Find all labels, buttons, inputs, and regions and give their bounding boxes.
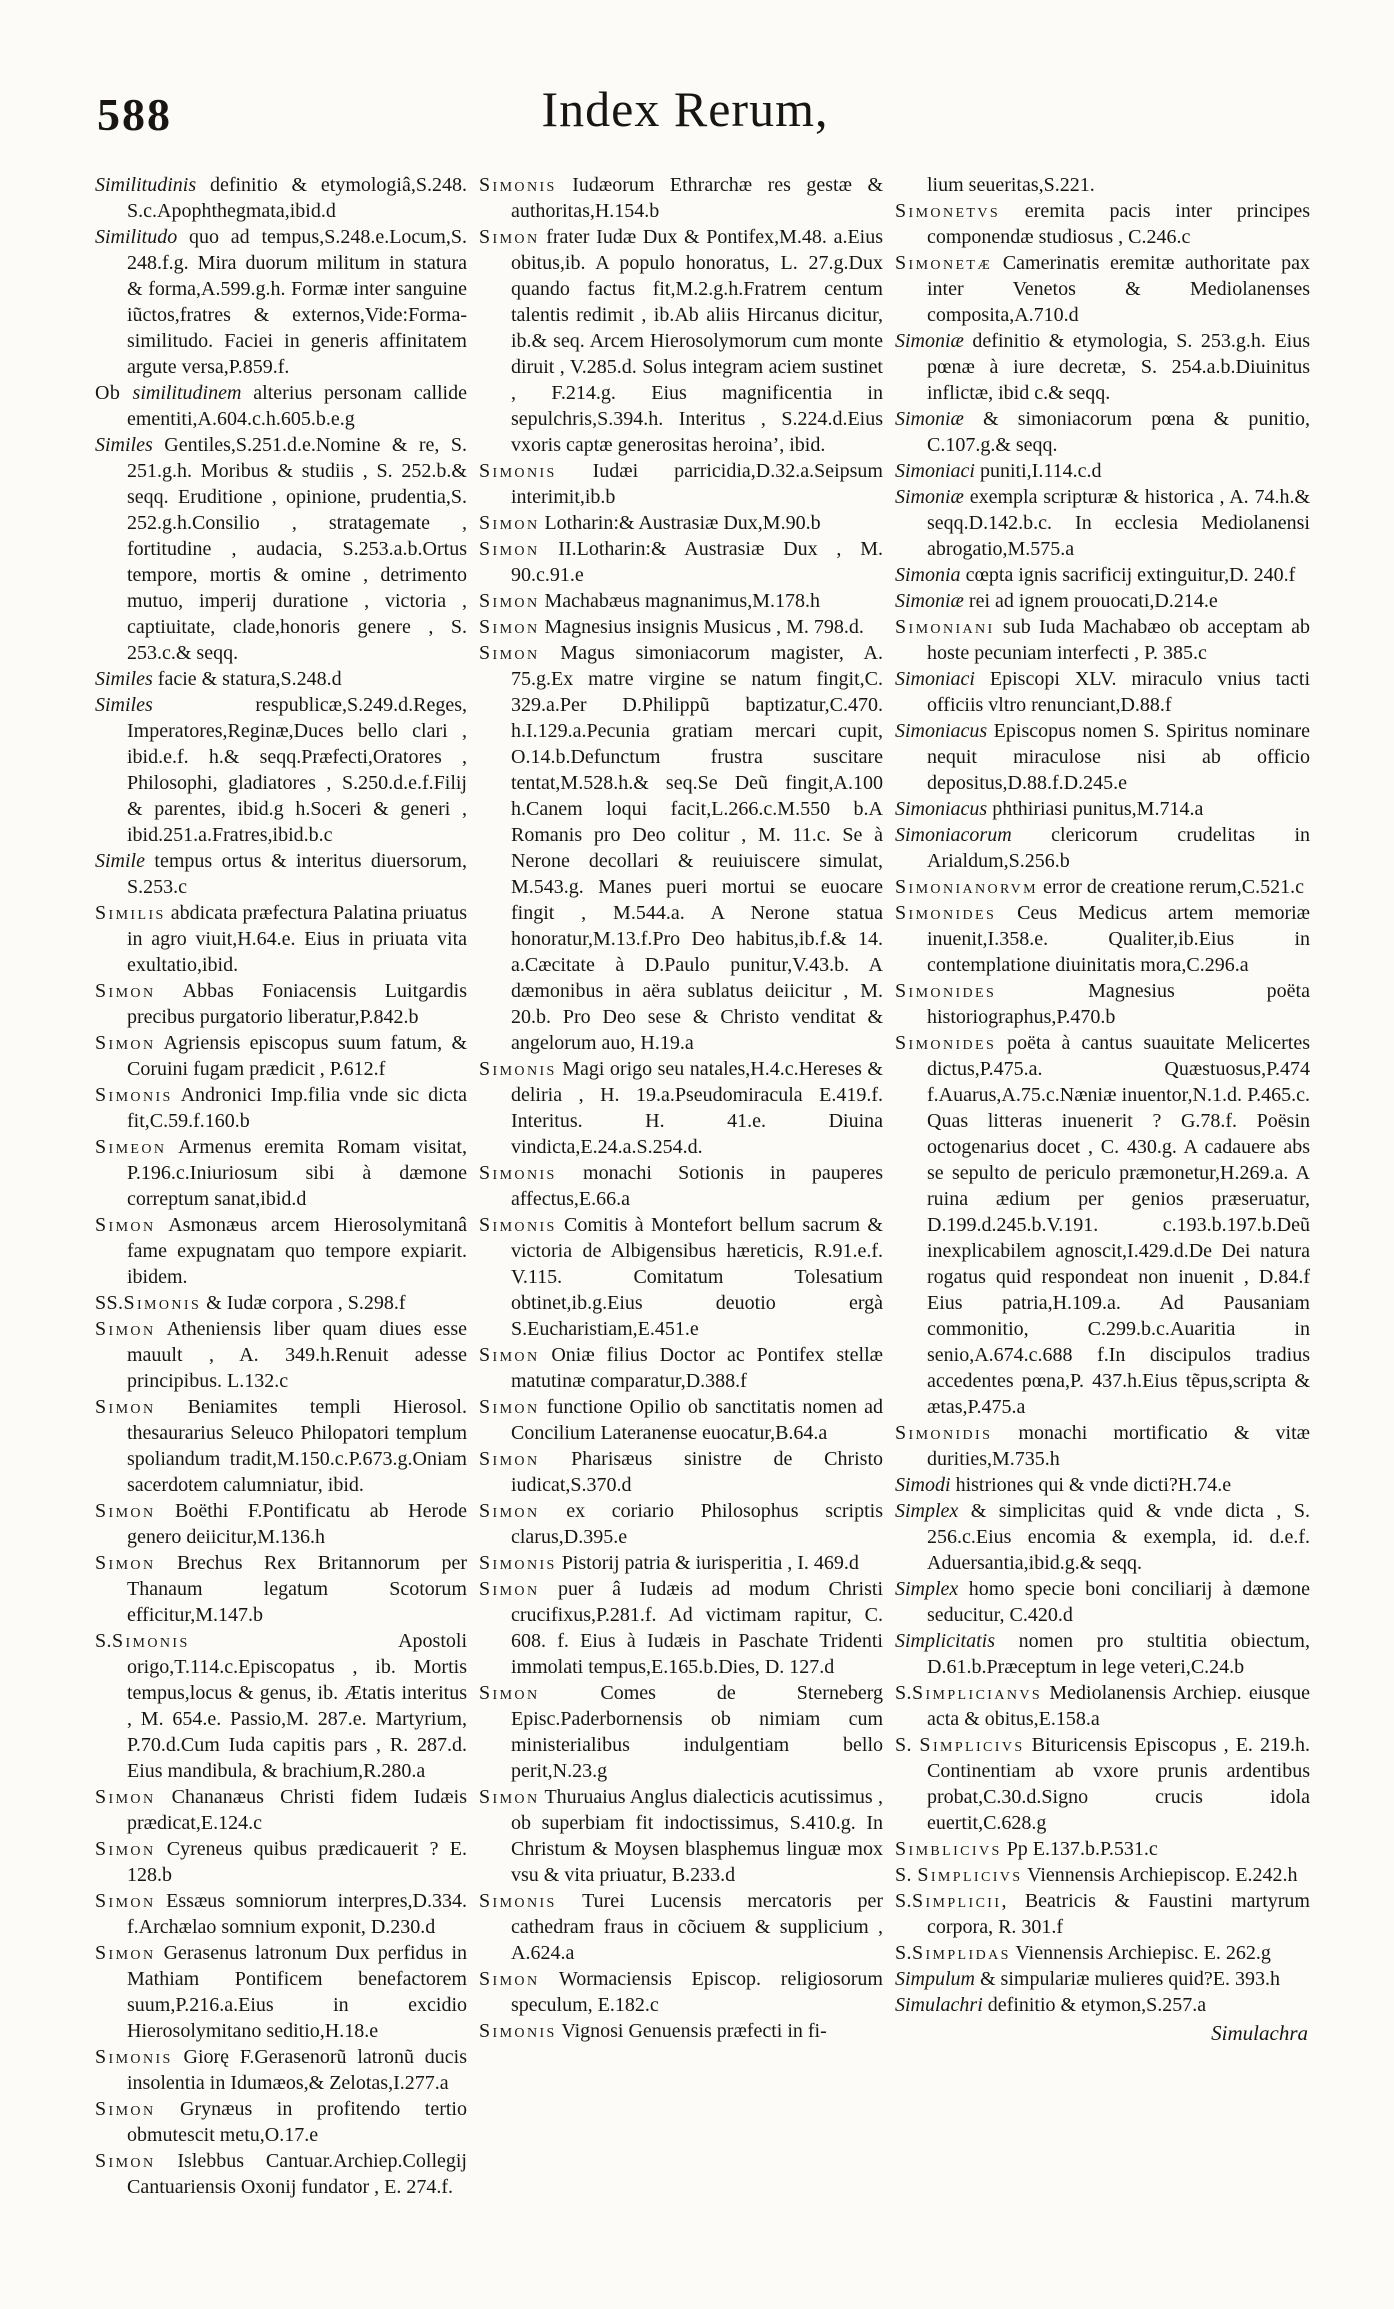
entry-headword: Similitudo (95, 226, 178, 248)
entry-text: Chananæus Christi fidem Iudæis prædicat,E.124.c (127, 1786, 467, 1834)
entry-text: Comitis à Montefort bellum sacrum & victoria de Albigensibus hæreticis, R.91.e.f. V.115. Comitatum Tolesatium obtinet,ib.g.Eius deuotio ergà S.Eucharistiam,E.451.e (511, 1214, 883, 1340)
page-title: Index Rerum, (541, 81, 829, 137)
index-entry (479, 1680, 883, 1784)
index-entry (95, 692, 467, 848)
entry-text: exempla scripturæ & historica , A. 74.h.& seqq.D.142.b.c. In ecclesia Mediolanensi abrogatio,M.575.a (927, 486, 1310, 560)
index-entry (895, 1888, 1310, 1940)
entry-text: & simoniacorum pœna & punitio, C.107.g.& seqq. (927, 408, 1310, 456)
entry-headword: Simplex (895, 1500, 959, 1522)
index-entry (895, 614, 1310, 666)
entry-headword: Simonis (479, 2020, 557, 2042)
index-entry (95, 666, 467, 692)
entry-headword: Simoniani (895, 616, 995, 638)
index-entry (895, 250, 1310, 328)
entry-text: Islebbus Cantuar.Archiep.Collegij Cantuariensis Oxonij fundator , E. 274.f. (127, 2150, 467, 2198)
index-entry (479, 614, 883, 640)
entry-text: quo ad tempus,S.248.e.Locum,S. 248.f.g. Mira duorum militum in statura & forma,A.599.g.h. Formæ inter sanguine iũctos,fratres & externos,Vide:Forma-similitudo. Faciei in generis affinitatem argute versa,P.859.f. (127, 226, 467, 378)
entry-text: Magnesius poëta historiographus,P.470.b (927, 980, 1310, 1028)
index-entry (95, 1836, 467, 1888)
index-entry (479, 536, 883, 588)
index-column-1 (95, 172, 467, 2279)
index-entry (479, 1784, 883, 1888)
index-entry (95, 1940, 467, 2044)
entry-headword: Simon (479, 1448, 540, 1470)
entry-text: Episcopi XLV. miraculo vnius tacti officiis vltro renunciant,D.88.f (927, 668, 1310, 716)
entry-text: Armenus eremita Romam visitat, P.196.c.Iniuriosum sibi à dæmone correptum sanat,ibid.d (127, 1136, 467, 1210)
index-entry (895, 874, 1310, 900)
entry-text: definitio & etymologiâ,S.248. S.c.Apophthegmata,ibid.d (127, 174, 467, 222)
index-entry (895, 198, 1310, 250)
entry-text: & simplicitas quid & vnde dicta , S. 256.c.Eius encomia & exempla, id. d.e.f. Aduersantia,ibid.g.& seqq. (927, 1500, 1310, 1574)
entry-headword: Simon (479, 1500, 540, 1522)
entry-text: Magi origo seu natales,H.4.c.Hereses & deliria , H. 19.a.Pseudomiracula E.419.f. Interitus. H. 41.e. Diuina vindicta,E.24.a.S.254.d. (511, 1058, 883, 1158)
entry-text: error de creatione rerum,C.521.c (1038, 876, 1305, 898)
entry-text: puniti,I.114.c.d (975, 460, 1102, 482)
entry-text: & Iudæ corpora , S.298.f (201, 1292, 406, 1314)
index-entry (95, 848, 467, 900)
entry-text: Essæus somniorum interpres,D.334. f.Archælao somnium exponit, D.230.d (127, 1890, 467, 1938)
index-entry (895, 484, 1310, 562)
index-entry (479, 224, 883, 458)
entry-text: Oniæ filius Doctor ac Pontifex stellæ matutinæ comparatur,D.388.f (511, 1344, 883, 1392)
entry-headword: Simonidis (895, 1422, 993, 1444)
entry-headword: Simon (479, 1968, 540, 1990)
entry-text: poëta à cantus suauitate Melicertes dictus,P.475.a. Quæstuosus,P.474 f.Auarus,A.75.c.Næniæ inuentor,N.1.d. P.465.c. Quas litteras inuenerit ? G.78.f. Poësin octogenarius docet , C. 430.g. A cadauere abs se sepulto de periculo præmonetur,H.269.a. A ruina ædium per genios præseruatur, D.199.d.245.b.V.191. c.193.b.197.b.Deũ inexplicabilem agnoscit,I.429.d.De Dei natura rogatus quid respondeat non inuenit , D.84.f Eius patria,H.109.a. Ad Pausaniam commonitio, C.299.b.c.Auaritia in senio,A.674.c.688 f.In discipulos tradius accedentes pœna,P. 437.h.Eius tẽpus,scripta & ætas,P.475.a (927, 1032, 1310, 1418)
entry-headword: Similes (95, 694, 153, 716)
entry-headword: Simon (95, 1786, 156, 1808)
entry-headword: Simon (95, 1214, 156, 1236)
entry-headword: similitudinem (132, 382, 242, 404)
entry-headword: Simon (95, 1032, 156, 1054)
entry-headword: Simon (95, 1838, 156, 1860)
entry-text: alterius personam callide ementiti,A.604.c.h.605.b.e.g (127, 382, 467, 430)
index-entry (895, 562, 1310, 588)
index-entry (479, 172, 883, 224)
index-entry (479, 1446, 883, 1498)
entry-text: monachi Sotionis in pauperes affectus,E.66.a (511, 1162, 883, 1210)
entry-headword: Simonis (479, 1552, 557, 1574)
index-entry (479, 1160, 883, 1212)
index-entry (895, 1940, 1310, 1966)
entry-headword: Simoniæ (895, 590, 964, 612)
entry-text: definitio & etymologia, S. 253.g.h. Eius pœnæ à iure decretæ, S. 254.a.b.Diuinitus inflictæ, ibid c.& seqq. (927, 330, 1310, 404)
index-entry (895, 1992, 1310, 2018)
entry-text: frater Iudæ Dux & Pontifex,M.48. a.Eius obitus,ib. A populo honoratus, L. 27.g.Dux quando factus fit,M.2.g.h.Fratrem centum talentis redimit , ib.Ab aliis Hircanus dicitur, ib.& seq. Arcem Hierosolymorum cum monte diruit , V.285.d. Solus integram aciem sustinet , F.214.g. Eius magnificentia in sepulchris,S.394.h. Interitus , S.224.d.Eius vxoris captæ generositas heroina’, ibid. (511, 226, 883, 456)
index-entry (895, 1498, 1310, 1576)
entry-text: clericorum crudelitas in Arialdum,S.256.b (927, 824, 1310, 872)
entry-text: abdicata præfectura Palatina priuatus in agro viuit,H.64.e. Eius in priuata vita exultatio,ibid. (127, 902, 467, 976)
entry-headword: Simon (479, 1396, 540, 1418)
index-entry (479, 1342, 883, 1394)
entry-text: Viennensis Archiepiscop. E.242.h (1022, 1864, 1298, 1886)
entry-text: nomen pro stultitia obiectum, D.61.b.Præceptum in lege veteri,C.24.b (927, 1630, 1310, 1678)
entry-prefix: S. (895, 1864, 918, 1886)
index-entry (95, 1212, 467, 1290)
entry-text: Giorę F.Gerasenorũ latronũ ducis insolentia in Idumæos,& Zelotas,I.277.a (127, 2046, 467, 2094)
entry-headword: Simon (479, 1578, 540, 1600)
index-entry (895, 1966, 1310, 1992)
index-entry (95, 1082, 467, 1134)
entry-headword: Simonis (95, 1084, 173, 1106)
entry-headword: Simplex (895, 1578, 959, 1600)
entry-text: Boëthi F.Pontificatu ab Herode genero deiicitur,M.136.h (127, 1500, 467, 1548)
entry-text: Mediolanensis Archiep. eiusque acta & obitus,E.158.a (927, 1682, 1310, 1730)
entry-text: facie & statura,S.248.d (152, 668, 342, 690)
entry-text: Cyreneus quibus prædicauerit ? E. 128.b (127, 1838, 467, 1886)
index-entry (479, 1550, 883, 1576)
entry-text: tempus ortus & interitus diuersorum, S.253.c (127, 850, 467, 898)
index-entry (895, 822, 1310, 874)
entry-headword: Simon (95, 1552, 156, 1574)
entry-text: Andronici Imp.filia vnde sic dicta fit,C.59.f.160.b (127, 1084, 467, 1132)
index-entry (895, 1628, 1310, 1680)
entry-text: Gentiles,S.251.d.e.Nomine & re, S. 251.g.h. Moribus & studiis , S. 252.b.& seqq. Eruditione , opinione, prudentia,S. 252.g.h.Consilio , stratagemate , fortitudine , audacia, S.253.a.b.Ortus tempore, mortis & omine , detrimento mutuo, imperij duratione , victoria , captiuitate, clade,honoris genere , S. 253.c.& seqq. (127, 434, 467, 664)
entry-headword: Similitudinis (95, 174, 197, 196)
entry-headword: Simonides (895, 1032, 997, 1054)
entry-text: Lotharin:& Austrasiæ Dux,M.90.b (539, 512, 821, 534)
entry-text: Bituricensis Episcopus , E. 219.h. Continentiam ab vxore prunis ardentibus probat,C.30.d.Signo crucis idola euertit,C.628.g (927, 1734, 1310, 1834)
entry-headword: Simoniacus (895, 720, 988, 742)
entry-headword: Simon (479, 226, 540, 248)
entry-headword: Simonis (479, 1058, 557, 1080)
entry-text: sub Iuda Machabæo ob acceptam ab hoste pecuniam interfecti , P. 385.c (927, 616, 1310, 664)
entry-headword: Simonianorvm (895, 876, 1039, 898)
entry-text: & simpulariæ mulieres quid?E. 393.h (975, 1968, 1280, 1990)
entry-prefix: Ob (95, 382, 133, 404)
entry-headword: Simpulum (895, 1968, 975, 1990)
entry-headword: Simplicitatis (895, 1630, 995, 1652)
index-entry (95, 1784, 467, 1836)
entry-headword: Simon (95, 2098, 156, 2120)
entry-headword: Simonetvs (895, 200, 1001, 222)
entry-text: Machabæus magnanimus,M.178.h (539, 590, 820, 612)
entry-headword: Simulachri (895, 1994, 983, 2016)
index-entry (895, 666, 1310, 718)
index-entry (895, 328, 1310, 406)
index-entry (895, 406, 1310, 458)
index-entry (95, 432, 467, 666)
entry-headword: Simon (479, 616, 540, 638)
entry-headword: Simon (479, 1344, 540, 1366)
index-entry (895, 1420, 1310, 1472)
entry-prefix: S. (895, 1734, 920, 1756)
entry-text: Ceus Medicus artem memoriæ inuenit,I.358.e. Qualiter,ib.Eius in contemplatione diuinitatis mora,C.296.a (927, 902, 1310, 976)
entry-headword: Simonides (895, 902, 997, 924)
entry-headword: Simoniæ (895, 408, 964, 430)
entry-text: rei ad ignem prouocati,D.214.e (963, 590, 1218, 612)
index-entry (895, 1680, 1310, 1732)
entry-text: Apostoli origo,T.114.c.Episcopatus , ib. Mortis tempus,locus & genus, ib. Ætatis interitus , M. 654.e. Passio,M. 287.e. Martyrium, P.70.d.Cum Iuda capitis pars , R. 287.d. Eius mandibula, & brachium,R.280.a (127, 1630, 467, 1782)
entry-text: Viennensis Archiepisc. E. 262.g (1010, 1942, 1271, 1964)
index-entry (95, 978, 467, 1030)
index-columns (95, 172, 1310, 2279)
entry-headword: Simonis (95, 2046, 173, 2068)
entry-headword: Simon (95, 1500, 156, 1522)
index-entry (95, 380, 467, 432)
index-entry (95, 1394, 467, 1498)
entry-text: Beniamites templi Hierosol. thesaurarius Seleuco Philopatori templum spoliandum tradit,M.150.c.P.673.g.Oniam sacerdotem calumniatur, ibid. (127, 1396, 467, 1496)
catchword: Simulachra (1211, 2021, 1308, 2045)
entry-headword: Simplicii (911, 1890, 1002, 1912)
entry-headword: Simoniacorum (895, 824, 1012, 846)
index-entry (479, 1056, 883, 1160)
entry-text: Episcopus nomen S. Spiritus nominare nequit miraculose nisi ab officio depositus,D.88.f.D.245.e (927, 720, 1310, 794)
entry-text: Magnesius insignis Musicus , M. 798.d. (539, 616, 864, 638)
entry-headword: Simon (479, 1786, 540, 1808)
index-entry (95, 1888, 467, 1940)
entry-text: Turei Lucensis mercatoris per cathedram fraus in cõciuem & supplicium , A.624.a (511, 1890, 883, 1964)
entry-text: Gerasenus latronum Dux perfidus in Mathiam Pontificem benefactorem suum,P.216.a.Eius in excidio Hierosolymitano seditio,H.18.e (127, 1942, 467, 2042)
index-entry (895, 1576, 1310, 1628)
page-number: 588 (97, 89, 172, 140)
index-entry (895, 718, 1310, 796)
entry-text: Magus simoniacorum magister, A. 75.g.Ex matre virgine se natum fingit,C. 329.a.Per D.Philippũ baptizatur,C.470. h.I.129.a.Pecunia gratiam mercari cupit, O.14.b.Defunctum frustra suscitare tentat,M.528.h.& seq.Se Deũ fingit,A.100 h.Canem loqui facit,L.266.c.M.550 b.A Romanis pro Deo colitur , M. 11.c. Se à Nerone decollari & reuiuiscere simulat, M.543.g. Manes pueri mortui se euocare fingit , M.544.a. A Nerone statua honoratur,M.13.f.Pro Deo habitus,ib.f.& 14. a.Cæcitate à D.Paulo punitur,V.43.b. A dæmonibus in aëra sublatus deiicitur , M. 20.b. Pro Deo sese & Christo venditat & angelorum auo, H.19.a (511, 642, 883, 1054)
entry-headword: Simonis (479, 1162, 557, 1184)
entry-headword: Simeon (95, 1136, 167, 1158)
entry-text: Iudæi parricidia,D.32.a.Seipsum interimit,ib.b (511, 460, 883, 508)
entry-text: homo specie boni conciliarij à dæmone seducitur, C.420.d (927, 1578, 1310, 1626)
entry-prefix: S. (895, 1942, 912, 1964)
entry-headword: Simoniæ (895, 486, 964, 508)
entry-text: phthiriasi punitus,M.714.a (987, 798, 1204, 820)
entry-headword: Simon (95, 980, 156, 1002)
entry-headword: Simon (479, 512, 540, 534)
entry-headword: Simonis (479, 174, 557, 196)
index-entry (479, 1576, 883, 1680)
index-entry (895, 1732, 1310, 1836)
entry-text: Vignosi Genuensis præfecti in fi- (556, 2020, 827, 2042)
entry-headword: Simonis (479, 460, 557, 482)
entry-text: definitio & etymon,S.257.a (982, 1994, 1207, 2016)
index-entry (95, 1030, 467, 1082)
entry-headword: Simplicianvs (911, 1682, 1043, 1704)
index-entry (895, 796, 1310, 822)
index-entry (479, 458, 883, 510)
entry-headword: Simblicivs (895, 1838, 1002, 1860)
index-entry (95, 2044, 467, 2096)
entry-text: respublicæ,S.249.d.Reges, Imperatores,Reginæ,Duces bello clari , ibid.e.f. h.& seqq.Præfecti,Oratores , Philosophi, gladiatores , S.250.d.e.f.Filij & parentes, ibid.g h.Soceri & generi , ibid.251.a.Fratres,ibid.b.c (127, 694, 467, 846)
entry-headword: Simon (95, 1942, 156, 1964)
entry-headword: Simplicivs (917, 1864, 1023, 1886)
index-entry (895, 978, 1310, 1030)
entry-headword: Simon (479, 1682, 540, 1704)
entry-headword: Similis (95, 902, 166, 924)
index-entry (95, 2148, 467, 2200)
index-entry (95, 1290, 467, 1316)
entry-text: Atheniensis liber quam diues esse mauult , A. 349.h.Renuit adesse principibus. L.132.c (127, 1318, 467, 1392)
index-entry (95, 1628, 467, 1784)
index-entry (895, 1030, 1310, 1420)
entry-prefix: S. (95, 1630, 112, 1652)
index-entry (95, 1134, 467, 1212)
entry-text: puer â Iudæis ad modum Christi crucifixus,P.281.f. Ad victimam rapitur, C. 608. f. Eius à Iudæis in Paschate Tridenti immolati tempus,E.165.b.Dies, D. 127.d (511, 1578, 883, 1678)
entry-headword: Simon (95, 1890, 156, 1912)
entry-text: Abbas Foniacensis Luitgardis precibus purgatorio liberatur,P.842.b (127, 980, 467, 1028)
index-entry (479, 1498, 883, 1550)
entry-headword: Simon (95, 1318, 156, 1340)
entry-headword: Simplicivs (919, 1734, 1025, 1756)
entry-text: functione Opilio ob sanctitatis nomen ad Concilium Lateranense euocatur,B.64.a (511, 1396, 883, 1444)
entry-text: histriones qui & vnde dicti?H.74.e (950, 1474, 1232, 1496)
index-entry (95, 224, 467, 380)
entry-headword: Simodi (895, 1474, 951, 1496)
index-entry (895, 458, 1310, 484)
entry-headword: Simon (95, 2150, 156, 2172)
entry-text: Agriensis episcopus suum fatum, & Coruini fugam prædicit , P.612.f (127, 1032, 467, 1080)
entry-headword: Simon (95, 1396, 156, 1418)
entry-text: eremita pacis inter principes componendæ studiosus , C.246.c (927, 200, 1310, 248)
entry-text: cœpta ignis sacrificij extinguitur,D. 240.f (960, 564, 1296, 586)
entry-headword: Simonis (111, 1630, 190, 1652)
entry-headword: Simon (479, 590, 540, 612)
index-entry (95, 1316, 467, 1394)
index-entry (479, 2018, 883, 2044)
index-column-2 (479, 172, 883, 2279)
entry-text: ex coriario Philosophus scriptis clarus,D.395.e (511, 1500, 883, 1548)
entry-text: II.Lotharin:& Austrasiæ Dux , M. 90.c.91.e (511, 538, 883, 586)
entry-prefix: S. (895, 1682, 912, 1704)
entry-headword: Simoniacus (895, 798, 988, 820)
entry-headword: Simon (479, 538, 540, 560)
index-entry (479, 1212, 883, 1342)
entry-text: monachi mortificatio & vitæ durities,M.735.h (927, 1422, 1310, 1470)
entry-text: Grynæus in profitendo tertio obmutescit metu,O.17.e (127, 2098, 467, 2146)
index-entry (479, 588, 883, 614)
entry-text: Camerinatis eremitæ authoritate pax inter Venetos & Mediolanenses composita,A.710.d (927, 252, 1310, 326)
entry-headword: Simonis (479, 1890, 557, 1912)
entry-headword: Simonides (895, 980, 997, 1002)
entry-text: lium seueritas,S.221. (927, 174, 1095, 196)
entry-headword: Simonia (895, 564, 961, 586)
entry-headword: Simoniaci (895, 460, 975, 482)
index-entry (895, 900, 1310, 978)
entry-text: Iudæorum Ethrarchæ res gestæ & authoritas,H.154.b (511, 174, 883, 222)
entry-headword: Simonis (479, 1214, 557, 1236)
entry-text: Thuruaius Anglus dialecticis acutissimus , ob superbiam fit indoctissimus, S.410.g. In Christum & Moysen blasphemus linguæ mox vsu & vita priuatur, B.233.d (511, 1786, 883, 1886)
entry-text: Comes de Sterneberg Episc.Paderbornensis ob nimiam cum ministerialibus indulgentiam bello perit,N.23.g (511, 1682, 883, 1782)
entry-text: Pistorij patria & iurisperitia , I. 469.d (556, 1552, 859, 1574)
entry-headword: Simoniæ (895, 330, 964, 352)
entry-headword: Similes (95, 668, 153, 690)
index-entry (95, 900, 467, 978)
entry-headword: Simoniaci (895, 668, 975, 690)
index-entry (95, 172, 467, 224)
index-entry (895, 1836, 1310, 1862)
index-entry (479, 640, 883, 1056)
entry-text: Pharisæus sinistre de Christo iudicat,S.370.d (511, 1448, 883, 1496)
entry-prefix: S. (895, 1890, 912, 1912)
entry-text: Wormaciensis Episcop. religiosorum speculum, E.182.c (511, 1968, 883, 2016)
entry-headword: Simonis (123, 1292, 202, 1314)
entry-text: Asmonæus arcem Hierosolymitanâ fame expugnatam quo tempore expiarit. ibidem. (127, 1214, 467, 1288)
entry-headword: Simon (479, 642, 540, 664)
index-entry (895, 1862, 1310, 1888)
entry-text: , Beatricis & Faustini martyrum corpora, R. 301.f (927, 1890, 1310, 1938)
index-entry (895, 1472, 1310, 1498)
index-entry (479, 1888, 883, 1966)
index-entry (479, 510, 883, 536)
index-entry (895, 172, 1310, 198)
index-entry (479, 1394, 883, 1446)
entry-headword: Simile (95, 850, 145, 872)
entry-text: Pp E.137.b.P.531.c (1001, 1838, 1158, 1860)
entry-text: Brechus Rex Britannorum per Thanaum legatum Scotorum efficitur,M.147.b (127, 1552, 467, 1626)
index-entry (895, 588, 1310, 614)
index-entry (95, 1550, 467, 1628)
index-column-3 (895, 172, 1310, 2279)
entry-headword: Simplidas (911, 1942, 1011, 1964)
entry-prefix: SS. (95, 1292, 124, 1314)
index-entry (95, 1498, 467, 1550)
entry-headword: Similes (95, 434, 153, 456)
index-entry (95, 2096, 467, 2148)
entry-headword: Simonetæ (895, 252, 993, 274)
index-entry (479, 1966, 883, 2018)
